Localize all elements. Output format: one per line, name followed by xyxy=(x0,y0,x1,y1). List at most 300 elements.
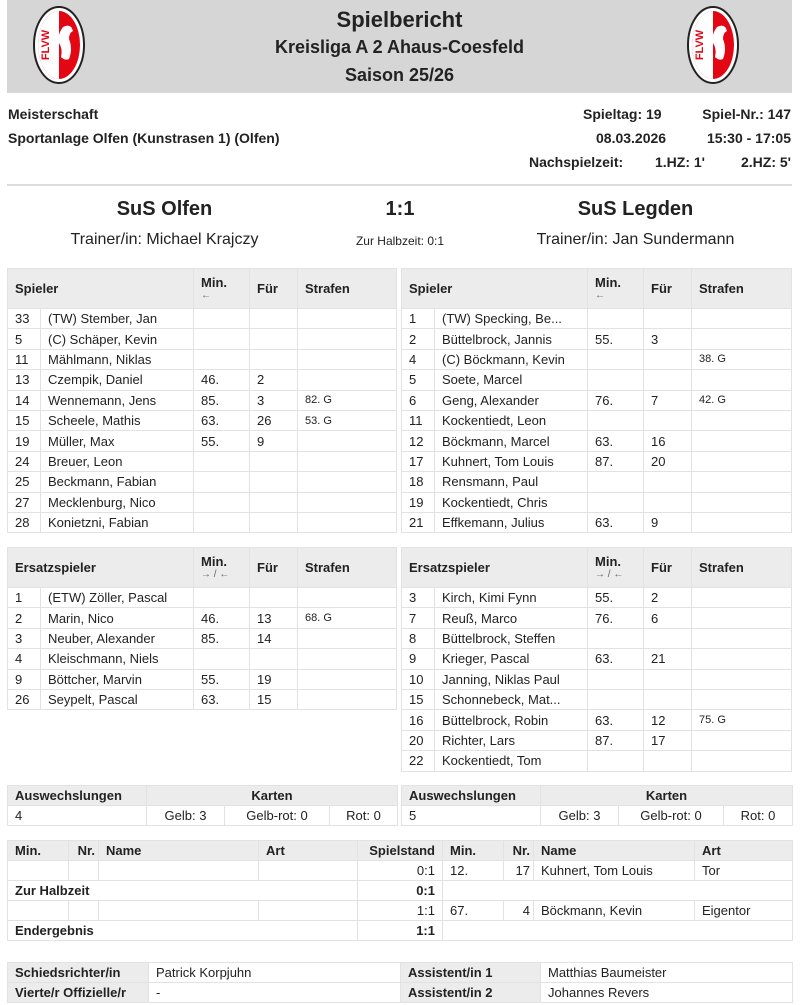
fourth-official-label: Vierte/r Offizielle/r xyxy=(8,983,149,1003)
col-for: Für xyxy=(250,269,298,309)
sub-for xyxy=(644,751,692,771)
player-number: 5 xyxy=(402,370,435,390)
col-nr: Nr. xyxy=(504,841,534,861)
player-row xyxy=(402,370,792,390)
home-trainer: Trainer/in: Michael Krajczy xyxy=(70,231,259,248)
sub-minute xyxy=(194,472,250,492)
player-number: 9 xyxy=(8,669,41,689)
col-player: Spieler xyxy=(402,269,588,309)
penalty xyxy=(692,309,792,329)
player-row xyxy=(402,588,792,608)
yellowred-count: Gelb-rot: 0 xyxy=(225,806,330,826)
col-penalties: Strafen xyxy=(298,548,397,588)
col-min: Min. xyxy=(443,841,504,861)
svg-text:FLVW: FLVW xyxy=(40,29,52,61)
sub-for xyxy=(250,329,298,349)
player-name: Büttelbrock, Steffen xyxy=(435,628,588,648)
player-number: 15 xyxy=(402,689,435,709)
stoppage-1hz: 1.HZ: 1' xyxy=(655,154,706,170)
penalty xyxy=(298,451,397,471)
col-for: Für xyxy=(644,269,692,309)
player-name: Böckmann, Marcel xyxy=(435,431,588,451)
match-time: 15:30 - 17:05 xyxy=(706,130,791,146)
player-row xyxy=(402,451,792,471)
goal-row xyxy=(8,861,793,881)
player-row xyxy=(8,390,397,410)
penalty xyxy=(298,349,397,369)
sub-minute: 85. xyxy=(194,390,250,410)
away-team: SuS Legden xyxy=(577,198,694,220)
goal-row xyxy=(8,901,793,921)
sub-for xyxy=(644,349,692,369)
player-number: 1 xyxy=(402,309,435,329)
sub-for: 7 xyxy=(644,390,692,410)
player-row xyxy=(402,431,792,451)
player-number: 33 xyxy=(8,309,41,329)
sub-for: 16 xyxy=(644,431,692,451)
sub-minute xyxy=(194,512,250,532)
report-title: Spielbericht xyxy=(336,7,463,32)
away-goal-min: 67. xyxy=(443,901,504,921)
sub-for: 3 xyxy=(644,329,692,349)
sub-minute: 55. xyxy=(194,431,250,451)
sub-for: 2 xyxy=(644,588,692,608)
penalty xyxy=(298,588,397,608)
empty-cell xyxy=(443,921,793,941)
col-min-label: Min. xyxy=(595,275,622,290)
home-goal-min xyxy=(8,861,69,881)
player-name: Czempik, Daniel xyxy=(41,370,194,390)
score: 1:1 xyxy=(358,921,443,941)
sub-minute: 55. xyxy=(588,329,644,349)
player-number: 2 xyxy=(8,608,41,628)
cards-header: Karten xyxy=(147,786,398,806)
penalty xyxy=(298,492,397,512)
sub-minute: 63. xyxy=(588,710,644,730)
player-number: 26 xyxy=(8,689,41,709)
penalty: 38. G xyxy=(692,349,792,369)
player-name: Seypelt, Pascal xyxy=(41,689,194,709)
referee: Patrick Korpjuhn xyxy=(149,963,401,983)
player-number: 18 xyxy=(402,472,435,492)
sub-minute xyxy=(588,370,644,390)
sub-minute: 87. xyxy=(588,730,644,750)
sub-direction-icon: → / ← xyxy=(595,569,624,580)
sub-minute xyxy=(588,309,644,329)
player-number: 9 xyxy=(402,649,435,669)
sub-direction-icon: ← xyxy=(201,290,212,301)
penalty xyxy=(298,309,397,329)
away-summary-table xyxy=(401,785,793,826)
penalty: 68. G xyxy=(298,608,397,628)
player-name: Effkemann, Julius xyxy=(435,512,588,532)
sub-minute: 63. xyxy=(588,431,644,451)
score: 0:1 xyxy=(358,881,443,901)
penalty xyxy=(692,512,792,532)
player-row xyxy=(402,730,792,750)
sub-for: 9 xyxy=(250,431,298,451)
match-date: 08.03.2026 xyxy=(596,130,667,146)
player-number: 19 xyxy=(402,492,435,512)
sub-minute: 76. xyxy=(588,390,644,410)
player-number: 11 xyxy=(8,349,41,369)
player-row xyxy=(8,451,397,471)
col-name: Name xyxy=(534,841,695,861)
player-name: Krieger, Pascal xyxy=(435,649,588,669)
player-name: Richter, Lars xyxy=(435,730,588,750)
col-player: Ersatzspieler xyxy=(402,548,588,588)
penalty xyxy=(298,329,397,349)
col-for: Für xyxy=(250,548,298,588)
player-row xyxy=(402,628,792,648)
player-name: Marin, Nico xyxy=(41,608,194,628)
penalty xyxy=(692,329,792,349)
player-name: Soete, Marcel xyxy=(435,370,588,390)
player-row xyxy=(8,608,397,628)
player-name: Konietzni, Fabian xyxy=(41,512,194,532)
player-row xyxy=(8,472,397,492)
sub-minute xyxy=(588,751,644,771)
sub-minute: 63. xyxy=(194,689,250,709)
sub-for xyxy=(644,669,692,689)
player-number: 2 xyxy=(402,329,435,349)
player-name: Müller, Max xyxy=(41,431,194,451)
player-number: 7 xyxy=(402,608,435,628)
score: 0:1 xyxy=(358,861,443,881)
home-team: SuS Olfen xyxy=(116,198,213,220)
match-number: Spiel-Nr.: 147 xyxy=(702,106,791,122)
col-art: Art xyxy=(695,841,793,861)
sub-for: 14 xyxy=(250,628,298,648)
player-number: 4 xyxy=(402,349,435,369)
player-name: Büttelbrock, Robin xyxy=(435,710,588,730)
player-number: 13 xyxy=(8,370,41,390)
sub-for: 6 xyxy=(644,608,692,628)
home-goal-art xyxy=(259,861,358,881)
stoppage-label: Nachspielzeit: xyxy=(529,154,624,170)
player-name: (C) Böckmann, Kevin xyxy=(435,349,588,369)
sub-for xyxy=(644,689,692,709)
player-row xyxy=(8,370,397,390)
sub-for: 17 xyxy=(644,730,692,750)
player-name: Mecklenburg, Nico xyxy=(41,492,194,512)
sub-for: 19 xyxy=(250,669,298,689)
red-count: Rot: 0 xyxy=(330,806,398,826)
player-number: 24 xyxy=(8,451,41,471)
penalty xyxy=(692,730,792,750)
penalty xyxy=(692,751,792,771)
away-goal-name: Böckmann, Kevin xyxy=(534,901,695,921)
player-row xyxy=(402,608,792,628)
col-min-label: Min. xyxy=(201,554,227,569)
player-row xyxy=(402,390,792,410)
player-name: (TW) Stember, Jan xyxy=(41,309,194,329)
player-row xyxy=(8,649,397,669)
player-number: 15 xyxy=(8,410,41,430)
assistant1-label: Assistent/in 1 xyxy=(401,963,541,983)
sub-minute xyxy=(588,472,644,492)
home-goal-name xyxy=(99,861,259,881)
player-number: 5 xyxy=(8,329,41,349)
player-number: 14 xyxy=(8,390,41,410)
sub-minute xyxy=(194,649,250,669)
period-label: Zur Halbzeit xyxy=(8,881,358,901)
penalty xyxy=(692,451,792,471)
player-name: Neuber, Alexander xyxy=(41,628,194,648)
player-name: Mählmann, Niklas xyxy=(41,349,194,369)
sub-for xyxy=(644,370,692,390)
period-label: Endergebnis xyxy=(8,921,358,941)
player-name: Kockentiedt, Chris xyxy=(435,492,588,512)
sub-minute xyxy=(588,492,644,512)
player-number: 20 xyxy=(402,730,435,750)
home-goal-name xyxy=(99,901,259,921)
sub-minute xyxy=(194,349,250,369)
final-score: 1:1 xyxy=(385,198,415,220)
yellowred-count: Gelb-rot: 0 xyxy=(619,806,724,826)
sub-minute xyxy=(194,329,250,349)
player-number: 6 xyxy=(402,390,435,410)
player-row xyxy=(402,472,792,492)
sub-minute xyxy=(588,410,644,430)
home-goal-art xyxy=(259,901,358,921)
sub-for: 15 xyxy=(250,689,298,709)
sub-minute xyxy=(194,588,250,608)
player-row xyxy=(402,309,792,329)
player-number: 3 xyxy=(8,628,41,648)
yellow-count: Gelb: 3 xyxy=(147,806,225,826)
player-row xyxy=(8,588,397,608)
flvw-logo-left xyxy=(33,5,85,85)
penalty: 82. G xyxy=(298,390,397,410)
player-row xyxy=(8,309,397,329)
penalty xyxy=(692,608,792,628)
sub-for xyxy=(250,512,298,532)
player-name: Scheele, Mathis xyxy=(41,410,194,430)
penalty xyxy=(692,669,792,689)
player-row xyxy=(8,349,397,369)
col-min xyxy=(588,269,644,309)
player-number: 12 xyxy=(402,431,435,451)
away-goal-art: Tor xyxy=(695,861,793,881)
col-min xyxy=(588,548,644,588)
away-subs-table xyxy=(401,547,792,772)
col-art: Art xyxy=(259,841,358,861)
player-number: 22 xyxy=(402,751,435,771)
player-row xyxy=(402,492,792,512)
col-penalties: Strafen xyxy=(298,269,397,309)
competition: Meisterschaft xyxy=(8,106,99,122)
sub-for xyxy=(250,309,298,329)
home-subs-table xyxy=(7,547,397,710)
player-name: Böttcher, Marvin xyxy=(41,669,194,689)
sub-for xyxy=(250,349,298,369)
col-player: Spieler xyxy=(8,269,194,309)
home-goal-nr xyxy=(69,861,99,881)
sub-for xyxy=(644,309,692,329)
penalty xyxy=(298,370,397,390)
sub-minute xyxy=(588,669,644,689)
subs-count: 5 xyxy=(402,806,541,826)
red-count: Rot: 0 xyxy=(724,806,793,826)
sub-minute: 63. xyxy=(588,512,644,532)
referee-label: Schiedsrichter/in xyxy=(8,963,149,983)
player-number: 10 xyxy=(402,669,435,689)
player-number: 8 xyxy=(402,628,435,648)
player-name: Kuhnert, Tom Louis xyxy=(435,451,588,471)
subs-header: Auswechslungen xyxy=(8,786,147,806)
sub-for xyxy=(644,410,692,430)
player-row xyxy=(8,689,397,709)
penalty xyxy=(298,512,397,532)
sub-for xyxy=(250,649,298,669)
sub-for: 3 xyxy=(250,390,298,410)
player-row xyxy=(8,431,397,451)
penalty xyxy=(692,649,792,669)
player-name: Kleischmann, Niels xyxy=(41,649,194,669)
venue: Sportanlage Olfen (Kunstrasen 1) (Olfen) xyxy=(8,130,280,146)
col-name: Name xyxy=(99,841,259,861)
player-name: (C) Schäper, Kevin xyxy=(41,329,194,349)
col-nr: Nr. xyxy=(69,841,99,861)
player-row xyxy=(8,512,397,532)
col-min xyxy=(194,548,250,588)
sub-minute: 46. xyxy=(194,608,250,628)
penalty xyxy=(298,431,397,451)
penalty xyxy=(298,669,397,689)
sub-minute xyxy=(588,689,644,709)
player-number: 21 xyxy=(402,512,435,532)
sub-minute: 63. xyxy=(588,649,644,669)
player-number: 11 xyxy=(402,410,435,430)
sub-for xyxy=(250,588,298,608)
sub-for: 9 xyxy=(644,512,692,532)
penalty xyxy=(298,472,397,492)
player-row xyxy=(8,410,397,430)
col-min-label: Min. xyxy=(595,554,621,569)
home-goal-nr xyxy=(69,901,99,921)
penalty: 42. G xyxy=(692,390,792,410)
sub-minute xyxy=(588,628,644,648)
matchday: Spieltag: 19 xyxy=(583,106,662,122)
player-name: Beckmann, Fabian xyxy=(41,472,194,492)
player-name: Kockentiedt, Tom xyxy=(435,751,588,771)
col-score: Spielstand xyxy=(358,841,443,861)
away-goal-min: 12. xyxy=(443,861,504,881)
sub-minute xyxy=(194,309,250,329)
away-trainer: Trainer/in: Jan Sundermann xyxy=(536,231,735,248)
goal-row xyxy=(8,881,793,901)
sub-minute: 76. xyxy=(588,608,644,628)
player-name: Kirch, Kimi Fynn xyxy=(435,588,588,608)
player-name: Kockentiedt, Leon xyxy=(435,410,588,430)
sub-for: 20 xyxy=(644,451,692,471)
player-row xyxy=(402,649,792,669)
assistant1: Matthias Baumeister xyxy=(541,963,793,983)
away-goal-art: Eigentor xyxy=(695,901,793,921)
player-number: 1 xyxy=(8,588,41,608)
penalty xyxy=(692,588,792,608)
player-number: 25 xyxy=(8,472,41,492)
empty-cell xyxy=(443,881,793,901)
sub-direction-icon: → / ← xyxy=(201,569,230,580)
sub-for xyxy=(644,472,692,492)
sub-for xyxy=(250,451,298,471)
penalty xyxy=(692,431,792,451)
player-row xyxy=(402,410,792,430)
assistant2: Johannes Revers xyxy=(541,983,793,1003)
player-number: 17 xyxy=(402,451,435,471)
penalty xyxy=(298,628,397,648)
player-name: Breuer, Leon xyxy=(41,451,194,471)
penalty xyxy=(692,689,792,709)
sub-for xyxy=(644,628,692,648)
sub-for: 2 xyxy=(250,370,298,390)
sub-for: 21 xyxy=(644,649,692,669)
goals-table xyxy=(7,840,793,941)
col-min xyxy=(194,269,250,309)
sub-minute xyxy=(194,451,250,471)
player-name: Geng, Alexander xyxy=(435,390,588,410)
player-name: Schonnebeck, Mat... xyxy=(435,689,588,709)
stoppage-2hz: 2.HZ: 5' xyxy=(740,154,791,170)
sub-for: 12 xyxy=(644,710,692,730)
player-number: 3 xyxy=(402,588,435,608)
sub-minute: 55. xyxy=(194,669,250,689)
penalty: 53. G xyxy=(298,410,397,430)
player-row xyxy=(8,628,397,648)
player-number: 16 xyxy=(402,710,435,730)
home-lineup-table xyxy=(7,268,397,533)
penalty xyxy=(692,628,792,648)
sub-for xyxy=(644,492,692,512)
score: 1:1 xyxy=(358,901,443,921)
halftime-score: Zur Halbzeit: 0:1 xyxy=(355,234,445,248)
away-goal-nr: 4 xyxy=(504,901,534,921)
home-goal-min xyxy=(8,901,69,921)
player-row xyxy=(8,329,397,349)
player-number: 19 xyxy=(8,431,41,451)
sub-for: 13 xyxy=(250,608,298,628)
player-name: (ETW) Zöller, Pascal xyxy=(41,588,194,608)
col-min-label: Min. xyxy=(201,275,228,290)
divider xyxy=(7,184,792,186)
player-row xyxy=(402,349,792,369)
sub-for: 26 xyxy=(250,410,298,430)
player-row xyxy=(402,329,792,349)
cards-header: Karten xyxy=(541,786,793,806)
player-name: Reuß, Marco xyxy=(435,608,588,628)
home-summary-table xyxy=(7,785,398,826)
fourth-official: - xyxy=(149,983,401,1003)
player-number: 28 xyxy=(8,512,41,532)
penalty xyxy=(298,689,397,709)
sub-minute: 85. xyxy=(194,628,250,648)
penalty xyxy=(692,492,792,512)
sub-minute xyxy=(194,492,250,512)
sub-minute: 87. xyxy=(588,451,644,471)
report-header xyxy=(7,0,792,93)
player-name: Wennemann, Jens xyxy=(41,390,194,410)
goal-row xyxy=(8,921,793,941)
sub-direction-icon: ← xyxy=(595,290,606,301)
sub-minute xyxy=(588,349,644,369)
assistant2-label: Assistent/in 2 xyxy=(401,983,541,1003)
sub-for xyxy=(250,492,298,512)
player-name: (TW) Specking, Be... xyxy=(435,309,588,329)
player-name: Büttelbrock, Jannis xyxy=(435,329,588,349)
player-name: Janning, Niklas Paul xyxy=(435,669,588,689)
